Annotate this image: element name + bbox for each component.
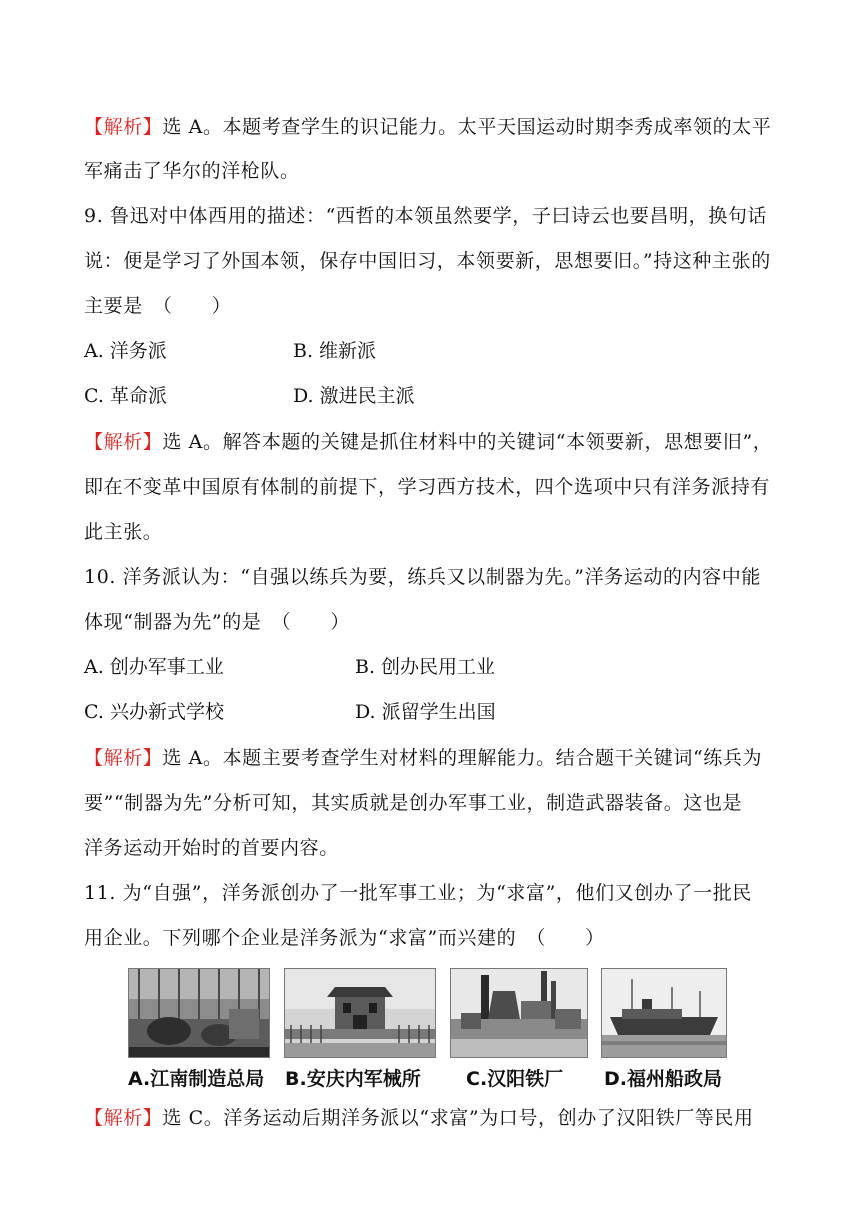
analysis-tag: 【解析】 — [84, 116, 163, 138]
photo-hanyang-ironworks — [450, 968, 588, 1058]
question-9-line-2: 说：便是学习了外国本领，保存中国旧习，本领要新，思想要旧。”持这种主张的 — [84, 250, 771, 272]
factory-interior-image — [129, 969, 269, 1057]
caption-a: A.江南制造总局 — [128, 1068, 265, 1090]
analysis-tag: 【解析】 — [84, 747, 163, 769]
photo-jiangnan-arsenal — [128, 968, 270, 1058]
question-10-line-2: 体现“制器为先”的是 （ ） — [84, 611, 350, 633]
question-9-option-c: C. 革命派 — [84, 385, 167, 407]
question-9-line-3: 主要是 （ ） — [84, 295, 232, 317]
answer-10-line-2: 要”“制器为先”分析可知，其实质就是创办军事工业，制造武器装备。这也是 — [84, 792, 743, 814]
answer-10-line-1 — [84, 744, 762, 772]
analysis-tag: 【解析】 — [84, 431, 163, 453]
gate-house-image — [285, 969, 435, 1057]
answer-8-line-2: 军痛击了华尔的洋枪队。 — [84, 160, 300, 182]
photo-anqing-arsenal — [284, 968, 436, 1058]
shipyard-image — [602, 969, 726, 1057]
answer-9-text: 选 A。解答本题的关键是抓住材料中的关键词“本领要新，思想要旧”， — [162, 431, 773, 453]
answer-9-line-2: 即在不变革中国原有体制的前提下，学习西方技术，四个选项中只有洋务派持有 — [84, 476, 771, 498]
question-10-option-a: A. 创办军事工业 — [84, 656, 224, 678]
photo-fuzhou-shipyard — [601, 968, 727, 1058]
answer-10-text: 选 A。本题主要考查学生对材料的理解能力。结合题干关键词“练兵为 — [162, 747, 763, 769]
question-9-option-b: B. 维新派 — [293, 340, 377, 362]
answer-11-text: 选 C。洋务运动后期洋务派以“求富”为口号，创办了汉阳铁厂等民用 — [162, 1107, 754, 1129]
question-10-option-b: B. 创办民用工业 — [355, 656, 496, 678]
answer-8-line-1 — [84, 113, 771, 141]
question-10-option-d: D. 派留学生出国 — [355, 701, 496, 723]
ironworks-image — [451, 969, 587, 1057]
caption-d: D.福州船政局 — [604, 1068, 722, 1090]
question-10-option-c: C. 兴办新式学校 — [84, 701, 224, 723]
answer-11-line-1 — [84, 1104, 754, 1132]
question-9-line-1: 9. 鲁迅对中体西用的描述：“西哲的本领虽然要学，子曰诗云也要昌明，换句话 — [84, 205, 768, 227]
answer-9-line-1 — [84, 428, 772, 456]
answer-8-text: 选 A。本题考查学生的识记能力。太平天国运动时期李秀成率领的太平 — [162, 116, 772, 138]
caption-b: B.安庆内军械所 — [285, 1068, 421, 1090]
question-10-line-1: 10. 洋务派认为：“自强以练兵为要，练兵又以制器为先。”洋务运动的内容中能 — [84, 566, 761, 588]
question-11-line-1: 11. 为“自强”，洋务派创办了一批军事工业；为“求富”，他们又创办了一批民 — [84, 882, 752, 904]
answer-10-line-3: 洋务运动开始时的首要内容。 — [84, 837, 339, 859]
caption-c: C.汉阳铁厂 — [466, 1068, 564, 1090]
question-9-option-d: D. 激进民主派 — [293, 385, 415, 407]
question-9-option-a: A. 洋务派 — [84, 340, 167, 362]
answer-9-line-3: 此主张。 — [84, 521, 163, 543]
analysis-tag: 【解析】 — [84, 1107, 163, 1129]
question-11-line-2: 用企业。下列哪个企业是洋务派为“求富”而兴建的 （ ） — [84, 927, 605, 949]
